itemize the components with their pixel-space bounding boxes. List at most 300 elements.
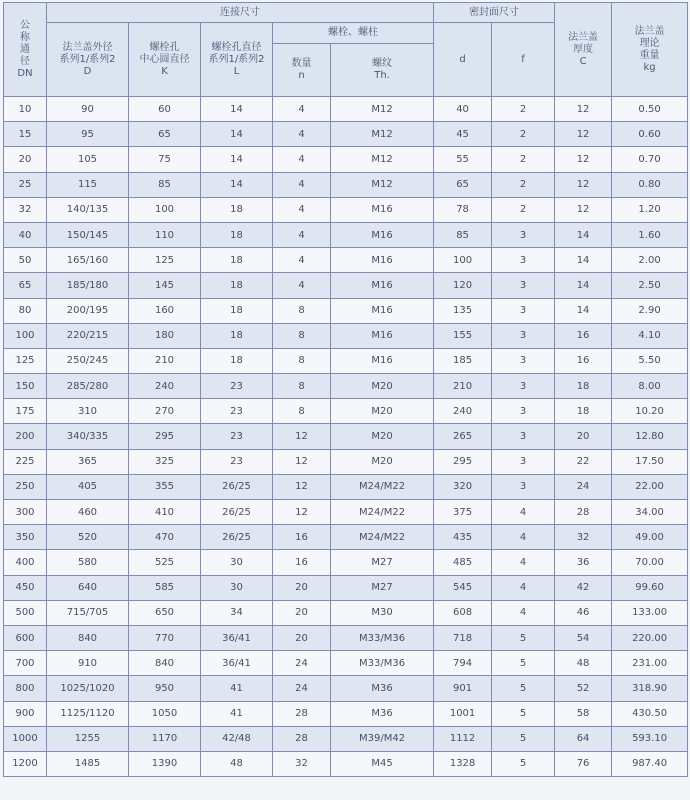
cell-bolt-hole: 14	[201, 97, 273, 122]
cell-thickness: 18	[555, 399, 612, 424]
cell-bolt-count: 16	[273, 550, 331, 575]
cell-f: 5	[492, 701, 555, 726]
cell-d: 1001	[434, 701, 492, 726]
cell-outer-diameter: 1025/1020	[47, 676, 129, 701]
cell-thickness: 14	[555, 298, 612, 323]
cell-thread: M20	[331, 374, 434, 399]
table-row	[4, 550, 688, 575]
cell-d: 55	[434, 147, 492, 172]
cell-outer-diameter: 405	[47, 474, 129, 499]
cell-weight: 0.80	[612, 172, 688, 197]
header-dn: 公 称 通 径 DN	[4, 3, 47, 97]
cell-thread: M27	[331, 575, 434, 600]
cell-outer-diameter: 365	[47, 449, 129, 474]
cell-d: 78	[434, 197, 492, 222]
header-sealing-dimensions: 密封面尺寸	[434, 3, 555, 23]
cell-bolt-circle: 110	[129, 222, 201, 247]
table-row	[4, 122, 688, 147]
cell-bolt-hole: 18	[201, 323, 273, 348]
cell-d: 295	[434, 449, 492, 474]
table-row	[4, 197, 688, 222]
cell-outer-diameter: 220/215	[47, 323, 129, 348]
cell-weight: 231.00	[612, 651, 688, 676]
cell-bolt-circle: 325	[129, 449, 201, 474]
cell-weight: 2.50	[612, 273, 688, 298]
cell-thickness: 42	[555, 575, 612, 600]
cell-dn: 600	[4, 625, 47, 650]
cell-outer-diameter: 840	[47, 625, 129, 650]
cell-f: 4	[492, 575, 555, 600]
cell-dn: 125	[4, 348, 47, 373]
table-row	[4, 474, 688, 499]
cell-bolt-hole: 26/25	[201, 525, 273, 550]
cell-f: 2	[492, 147, 555, 172]
table-row	[4, 323, 688, 348]
table-row	[4, 575, 688, 600]
cell-thread: M24/M22	[331, 525, 434, 550]
cell-thickness: 16	[555, 348, 612, 373]
cell-bolt-circle: 270	[129, 399, 201, 424]
cell-thread: M16	[331, 273, 434, 298]
cell-bolt-count: 4	[273, 172, 331, 197]
cell-d: 265	[434, 424, 492, 449]
cell-bolt-hole: 18	[201, 273, 273, 298]
cell-f: 3	[492, 449, 555, 474]
cell-outer-diameter: 460	[47, 500, 129, 525]
cell-thickness: 36	[555, 550, 612, 575]
cell-thickness: 54	[555, 625, 612, 650]
cell-dn: 400	[4, 550, 47, 575]
cell-bolt-hole: 23	[201, 424, 273, 449]
cell-bolt-hole: 23	[201, 449, 273, 474]
cell-bolt-count: 4	[273, 273, 331, 298]
cell-bolt-hole: 14	[201, 122, 273, 147]
cell-outer-diameter: 95	[47, 122, 129, 147]
cell-d: 901	[434, 676, 492, 701]
cell-thickness: 64	[555, 726, 612, 751]
cell-weight: 220.00	[612, 625, 688, 650]
cell-d: 100	[434, 248, 492, 273]
cell-bolt-count: 8	[273, 399, 331, 424]
cell-bolt-count: 28	[273, 726, 331, 751]
cell-thread: M27	[331, 550, 434, 575]
cell-thickness: 14	[555, 273, 612, 298]
cell-f: 3	[492, 248, 555, 273]
cell-weight: 12.80	[612, 424, 688, 449]
cell-f: 2	[492, 197, 555, 222]
cell-bolt-circle: 75	[129, 147, 201, 172]
cell-bolt-circle: 65	[129, 122, 201, 147]
cell-f: 5	[492, 651, 555, 676]
cell-thread: M45	[331, 751, 434, 776]
cell-thickness: 28	[555, 500, 612, 525]
cell-dn: 15	[4, 122, 47, 147]
cell-outer-diameter: 90	[47, 97, 129, 122]
cell-thickness: 12	[555, 147, 612, 172]
cell-bolt-hole: 18	[201, 348, 273, 373]
cell-bolt-circle: 100	[129, 197, 201, 222]
cell-d: 375	[434, 500, 492, 525]
table-row	[4, 625, 688, 650]
cell-bolt-hole: 14	[201, 147, 273, 172]
cell-outer-diameter: 150/145	[47, 222, 129, 247]
cell-thread: M12	[331, 97, 434, 122]
cell-bolt-circle: 210	[129, 348, 201, 373]
cell-d: 185	[434, 348, 492, 373]
cell-weight: 34.00	[612, 500, 688, 525]
cell-d: 135	[434, 298, 492, 323]
cell-outer-diameter: 310	[47, 399, 129, 424]
cell-bolt-circle: 410	[129, 500, 201, 525]
cell-weight: 99.60	[612, 575, 688, 600]
cell-d: 794	[434, 651, 492, 676]
cell-thread: M36	[331, 701, 434, 726]
cell-d: 120	[434, 273, 492, 298]
cell-bolt-circle: 470	[129, 525, 201, 550]
cell-weight: 5.50	[612, 348, 688, 373]
header-bolt-circle: 螺栓孔 中心圆直径 K	[129, 23, 201, 97]
cell-thickness: 14	[555, 222, 612, 247]
cell-bolt-count: 12	[273, 500, 331, 525]
cell-bolt-count: 28	[273, 701, 331, 726]
cell-f: 3	[492, 222, 555, 247]
cell-dn: 900	[4, 701, 47, 726]
table-row	[4, 701, 688, 726]
cell-d: 718	[434, 625, 492, 650]
flange-cover-dimension-table	[3, 2, 688, 777]
cell-dn: 32	[4, 197, 47, 222]
cell-thread: M20	[331, 399, 434, 424]
cell-thread: M16	[331, 323, 434, 348]
table-row	[4, 374, 688, 399]
cell-outer-diameter: 1255	[47, 726, 129, 751]
cell-thickness: 12	[555, 122, 612, 147]
cell-thread: M24/M22	[331, 474, 434, 499]
table-row	[4, 298, 688, 323]
cell-bolt-count: 8	[273, 298, 331, 323]
cell-bolt-hole: 36/41	[201, 651, 273, 676]
cell-thickness: 14	[555, 248, 612, 273]
cell-f: 5	[492, 751, 555, 776]
cell-bolt-circle: 1390	[129, 751, 201, 776]
header-thread: 螺纹 Th.	[331, 44, 434, 97]
cell-d: 608	[434, 600, 492, 625]
cell-bolt-hole: 18	[201, 222, 273, 247]
cell-weight: 318.90	[612, 676, 688, 701]
cell-bolt-hole: 18	[201, 197, 273, 222]
cell-f: 5	[492, 676, 555, 701]
cell-dn: 100	[4, 323, 47, 348]
cell-thread: M39/M42	[331, 726, 434, 751]
cell-bolt-hole: 34	[201, 600, 273, 625]
cell-weight: 0.70	[612, 147, 688, 172]
cell-bolt-circle: 1170	[129, 726, 201, 751]
cell-f: 3	[492, 298, 555, 323]
cell-f: 3	[492, 424, 555, 449]
cell-bolt-count: 4	[273, 147, 331, 172]
cell-bolt-hole: 41	[201, 676, 273, 701]
table-row	[4, 348, 688, 373]
cell-dn: 700	[4, 651, 47, 676]
cell-weight: 2.00	[612, 248, 688, 273]
cell-weight: 430.50	[612, 701, 688, 726]
cell-thread: M30	[331, 600, 434, 625]
cell-dn: 200	[4, 424, 47, 449]
cell-bolt-circle: 60	[129, 97, 201, 122]
cell-f: 2	[492, 122, 555, 147]
header-bolts-studs: 螺栓、螺柱	[273, 23, 434, 44]
cell-bolt-circle: 950	[129, 676, 201, 701]
cell-bolt-circle: 85	[129, 172, 201, 197]
cell-d: 545	[434, 575, 492, 600]
cell-weight: 133.00	[612, 600, 688, 625]
cell-weight: 10.20	[612, 399, 688, 424]
header-connection-dimensions: 连接尺寸	[47, 3, 434, 23]
cell-bolt-count: 20	[273, 625, 331, 650]
cell-d: 1112	[434, 726, 492, 751]
cell-thickness: 12	[555, 97, 612, 122]
cell-bolt-circle: 650	[129, 600, 201, 625]
table-row	[4, 651, 688, 676]
cell-outer-diameter: 165/160	[47, 248, 129, 273]
table-row	[4, 222, 688, 247]
cell-outer-diameter: 640	[47, 575, 129, 600]
cell-outer-diameter: 340/335	[47, 424, 129, 449]
cell-dn: 25	[4, 172, 47, 197]
cell-outer-diameter: 115	[47, 172, 129, 197]
table-row	[4, 500, 688, 525]
cell-d: 435	[434, 525, 492, 550]
cell-thickness: 76	[555, 751, 612, 776]
cell-weight: 987.40	[612, 751, 688, 776]
cell-f: 5	[492, 726, 555, 751]
cell-dn: 175	[4, 399, 47, 424]
cell-bolt-hole: 26/25	[201, 474, 273, 499]
cell-weight: 0.60	[612, 122, 688, 147]
cell-weight: 22.00	[612, 474, 688, 499]
cell-dn: 65	[4, 273, 47, 298]
cell-weight: 8.00	[612, 374, 688, 399]
cell-dn: 150	[4, 374, 47, 399]
cell-thread: M16	[331, 348, 434, 373]
cell-d: 485	[434, 550, 492, 575]
header-thickness: 法兰盖 厚度 C	[555, 3, 612, 97]
cell-f: 4	[492, 525, 555, 550]
cell-bolt-circle: 160	[129, 298, 201, 323]
cell-bolt-hole: 36/41	[201, 625, 273, 650]
cell-dn: 40	[4, 222, 47, 247]
cell-f: 3	[492, 323, 555, 348]
table-row	[4, 600, 688, 625]
cell-thread: M33/M36	[331, 625, 434, 650]
table-row	[4, 273, 688, 298]
cell-outer-diameter: 140/135	[47, 197, 129, 222]
cell-d: 155	[434, 323, 492, 348]
cell-bolt-count: 4	[273, 122, 331, 147]
table-row	[4, 726, 688, 751]
cell-outer-diameter: 1485	[47, 751, 129, 776]
cell-dn: 1200	[4, 751, 47, 776]
cell-weight: 4.10	[612, 323, 688, 348]
table-header	[4, 3, 688, 97]
cell-dn: 20	[4, 147, 47, 172]
cell-thread: M33/M36	[331, 651, 434, 676]
table-body	[4, 97, 688, 777]
cell-bolt-count: 24	[273, 676, 331, 701]
cell-thread: M36	[331, 676, 434, 701]
cell-thread: M20	[331, 424, 434, 449]
cell-bolt-count: 8	[273, 323, 331, 348]
cell-bolt-count: 8	[273, 374, 331, 399]
cell-thread: M12	[331, 147, 434, 172]
cell-dn: 500	[4, 600, 47, 625]
cell-bolt-circle: 355	[129, 474, 201, 499]
header-weight: 法兰盖 理论 重量 kg	[612, 3, 688, 97]
cell-f: 3	[492, 474, 555, 499]
table-row	[4, 525, 688, 550]
cell-d: 1328	[434, 751, 492, 776]
cell-bolt-count: 32	[273, 751, 331, 776]
cell-outer-diameter: 285/280	[47, 374, 129, 399]
cell-f: 3	[492, 399, 555, 424]
cell-thread: M16	[331, 197, 434, 222]
cell-bolt-hole: 48	[201, 751, 273, 776]
cell-thickness: 16	[555, 323, 612, 348]
cell-thread: M12	[331, 172, 434, 197]
cell-weight: 49.00	[612, 525, 688, 550]
header-bolt-count: 数量 n	[273, 44, 331, 97]
cell-bolt-count: 4	[273, 97, 331, 122]
header-outer-diameter: 法兰盖外径 系列1/系列2 D	[47, 23, 129, 97]
cell-thickness: 48	[555, 651, 612, 676]
cell-thickness: 52	[555, 676, 612, 701]
cell-bolt-count: 16	[273, 525, 331, 550]
header-f: f	[492, 23, 555, 97]
cell-bolt-circle: 840	[129, 651, 201, 676]
cell-f: 4	[492, 600, 555, 625]
cell-thread: M16	[331, 298, 434, 323]
cell-bolt-hole: 23	[201, 374, 273, 399]
cell-dn: 450	[4, 575, 47, 600]
cell-dn: 10	[4, 97, 47, 122]
cell-bolt-circle: 525	[129, 550, 201, 575]
cell-bolt-count: 4	[273, 222, 331, 247]
cell-bolt-circle: 770	[129, 625, 201, 650]
cell-bolt-count: 24	[273, 651, 331, 676]
cell-f: 2	[492, 97, 555, 122]
cell-f: 3	[492, 273, 555, 298]
cell-outer-diameter: 250/245	[47, 348, 129, 373]
cell-bolt-count: 12	[273, 449, 331, 474]
table-row	[4, 248, 688, 273]
cell-d: 65	[434, 172, 492, 197]
cell-dn: 800	[4, 676, 47, 701]
cell-dn: 350	[4, 525, 47, 550]
table-row	[4, 97, 688, 122]
cell-weight: 2.90	[612, 298, 688, 323]
cell-thickness: 12	[555, 172, 612, 197]
cell-bolt-circle: 1050	[129, 701, 201, 726]
cell-dn: 80	[4, 298, 47, 323]
header-d: d	[434, 23, 492, 97]
cell-thickness: 18	[555, 374, 612, 399]
cell-bolt-count: 8	[273, 348, 331, 373]
cell-bolt-circle: 145	[129, 273, 201, 298]
cell-d: 45	[434, 122, 492, 147]
cell-bolt-count: 12	[273, 424, 331, 449]
cell-thread: M12	[331, 122, 434, 147]
cell-bolt-circle: 295	[129, 424, 201, 449]
cell-dn: 50	[4, 248, 47, 273]
cell-d: 240	[434, 399, 492, 424]
cell-bolt-circle: 240	[129, 374, 201, 399]
table-row	[4, 147, 688, 172]
cell-bolt-hole: 26/25	[201, 500, 273, 525]
cell-bolt-hole: 14	[201, 172, 273, 197]
table-row	[4, 172, 688, 197]
cell-weight: 593.10	[612, 726, 688, 751]
cell-bolt-hole: 42/48	[201, 726, 273, 751]
cell-bolt-count: 20	[273, 575, 331, 600]
cell-bolt-hole: 41	[201, 701, 273, 726]
cell-bolt-count: 12	[273, 474, 331, 499]
table-row	[4, 449, 688, 474]
cell-f: 4	[492, 550, 555, 575]
cell-weight: 1.20	[612, 197, 688, 222]
cell-thickness: 32	[555, 525, 612, 550]
cell-thread: M20	[331, 449, 434, 474]
header-bolt-hole-diameter: 螺栓孔直径 系列1/系列2 L	[201, 23, 273, 97]
cell-bolt-hole: 30	[201, 575, 273, 600]
cell-d: 40	[434, 97, 492, 122]
cell-weight: 70.00	[612, 550, 688, 575]
table-row	[4, 751, 688, 776]
cell-d: 85	[434, 222, 492, 247]
cell-outer-diameter: 715/705	[47, 600, 129, 625]
cell-outer-diameter: 520	[47, 525, 129, 550]
cell-bolt-circle: 125	[129, 248, 201, 273]
cell-bolt-hole: 18	[201, 298, 273, 323]
cell-thickness: 46	[555, 600, 612, 625]
cell-bolt-count: 4	[273, 197, 331, 222]
cell-weight: 17.50	[612, 449, 688, 474]
cell-bolt-count: 20	[273, 600, 331, 625]
cell-dn: 225	[4, 449, 47, 474]
cell-f: 2	[492, 172, 555, 197]
cell-f: 4	[492, 500, 555, 525]
cell-f: 3	[492, 374, 555, 399]
cell-outer-diameter: 105	[47, 147, 129, 172]
cell-dn: 250	[4, 474, 47, 499]
cell-outer-diameter: 1125/1120	[47, 701, 129, 726]
cell-outer-diameter: 200/195	[47, 298, 129, 323]
cell-f: 5	[492, 625, 555, 650]
cell-d: 210	[434, 374, 492, 399]
cell-outer-diameter: 910	[47, 651, 129, 676]
cell-thread: M16	[331, 248, 434, 273]
cell-thickness: 58	[555, 701, 612, 726]
cell-dn: 300	[4, 500, 47, 525]
cell-bolt-hole: 30	[201, 550, 273, 575]
cell-weight: 1.60	[612, 222, 688, 247]
cell-bolt-count: 4	[273, 248, 331, 273]
cell-thread: M24/M22	[331, 500, 434, 525]
cell-outer-diameter: 580	[47, 550, 129, 575]
table-row	[4, 424, 688, 449]
table-row	[4, 676, 688, 701]
table-row	[4, 399, 688, 424]
cell-thickness: 24	[555, 474, 612, 499]
